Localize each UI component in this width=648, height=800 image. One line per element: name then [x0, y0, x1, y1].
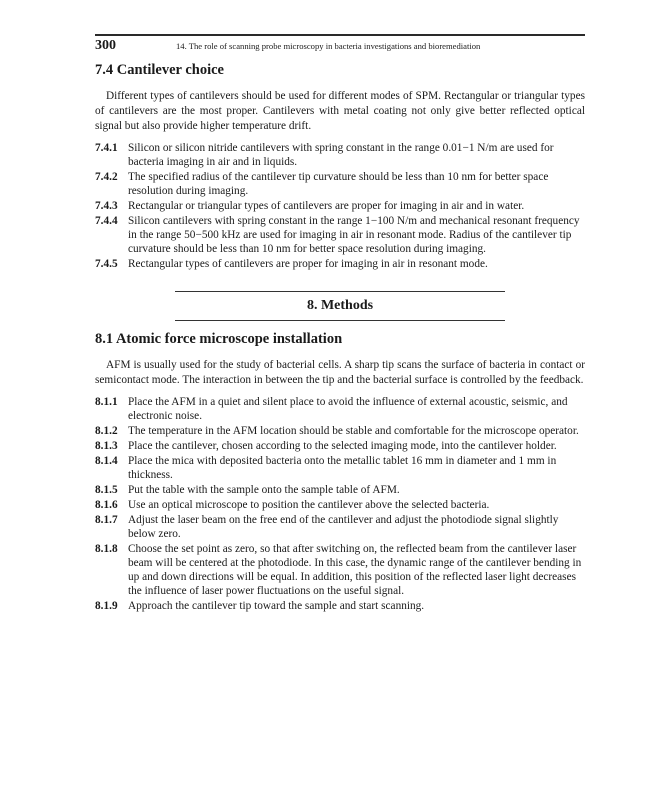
list-item	[95, 395, 585, 423]
running-head: 14. The role of scanning probe microscopy in bacteria investigations and bioremediation	[176, 41, 481, 51]
item-number: 7.4.1	[95, 142, 118, 154]
section-8-1-list	[95, 395, 585, 613]
item-text: Place the AFM in a quiet and silent place to avoid the influence of external acoustic, seismic, and electronic noise.	[128, 396, 568, 422]
item-number: 8.1.7	[95, 514, 118, 526]
list-item	[95, 454, 585, 482]
list-item	[95, 214, 585, 256]
item-number: 8.1.5	[95, 484, 118, 496]
list-item	[95, 483, 585, 497]
item-text: Choose the set point as zero, so that after switching on, the reflected beam from the cantilever laser beam will be centered at the photodiode. In this case, the dynamic range of the cantilever bending in up and down directions will be equal. In addition, this position of the reflected laser light decreases the influence of laser power fluctuations on the useful signal.	[128, 543, 582, 597]
list-item	[95, 513, 585, 541]
chapter-heading	[95, 291, 585, 321]
section-8-1-paragraph: AFM is usually used for the study of bacterial cells. A sharp tip scans the surface of bacteria in contact or semicontact mode. The interaction in between the tip and the bacterial surface is controlled by the feedback.	[95, 359, 585, 386]
item-number: 7.4.4	[95, 215, 118, 227]
header-rule	[95, 34, 585, 36]
item-text: Use an optical microscope to position the cantilever above the selected bacteria.	[128, 499, 490, 511]
item-number: 7.4.2	[95, 171, 118, 183]
list-item	[95, 141, 585, 169]
item-text: Rectangular types of cantilevers are proper for imaging in air in resonant mode.	[128, 258, 488, 270]
list-item	[95, 599, 585, 613]
item-number: 8.1.2	[95, 425, 118, 437]
item-text: The temperature in the AFM location should be stable and comfortable for the microscope operator.	[128, 425, 579, 437]
item-number: 8.1.3	[95, 440, 118, 452]
item-number: 8.1.9	[95, 600, 118, 612]
section-8-1-title: 8.1 Atomic force microscope installation	[95, 331, 343, 347]
item-text: Place the mica with deposited bacteria onto the metallic tablet 16 mm in diameter and 1 mm in thickness.	[128, 455, 557, 481]
section-7-4-paragraph: Different types of cantilevers should be used for different modes of SPM. Rectangular or triangular types of cantilevers are the most proper. Cantilevers with metal coating not only give better reflected optical signal but also provide higher temperature drift.	[95, 90, 585, 132]
chapter-rule-bottom	[175, 320, 505, 321]
item-text: Rectangular or triangular types of cantilevers are proper for imaging in air and in water.	[128, 200, 525, 212]
list-item	[95, 170, 585, 198]
list-item	[95, 542, 585, 598]
list-item	[95, 199, 585, 213]
item-number: 8.1.6	[95, 499, 118, 511]
section-7-4-list	[95, 141, 585, 271]
page-body	[95, 62, 585, 614]
item-text: Adjust the laser beam on the free end of the cantilever and adjust the photodiode signal slightly below zero.	[128, 514, 559, 540]
item-number: 8.1.8	[95, 543, 118, 555]
item-number: 7.4.5	[95, 258, 118, 270]
chapter-title: 8. Methods	[306, 298, 374, 313]
item-text: Put the table with the sample onto the sample table of AFM.	[128, 484, 400, 496]
item-number: 8.1.1	[95, 396, 118, 408]
list-item	[95, 439, 585, 453]
item-text: Place the cantilever, chosen according to the selected imaging mode, into the cantilever holder.	[128, 440, 557, 452]
item-text: Silicon or silicon nitride cantilevers with spring constant in the range 0.01−1 N/m are used for bacteria imaging in air and in liquids.	[128, 142, 554, 168]
item-text: Silicon cantilevers with spring constant in the range 1−100 N/m and mechanical resonant frequency in the range 50−500 kHz are used for imaging in air in resonant mode. Radius of the cantilever tip curvature should be less than 10 nm for better space resolution during imaging.	[128, 215, 580, 255]
list-item	[95, 498, 585, 512]
item-number: 7.4.3	[95, 200, 118, 212]
item-number: 8.1.4	[95, 455, 118, 467]
list-item	[95, 257, 585, 271]
page-number: 300	[95, 38, 116, 53]
chapter-rule-top	[175, 291, 505, 292]
item-text: The specified radius of the cantilever tip curvature should be less than 10 nm for better space resolution during imaging.	[128, 171, 549, 197]
list-item	[95, 424, 585, 438]
item-text: Approach the cantilever tip toward the sample and start scanning.	[128, 600, 425, 612]
section-7-4-title: 7.4 Cantilever choice	[95, 62, 224, 78]
